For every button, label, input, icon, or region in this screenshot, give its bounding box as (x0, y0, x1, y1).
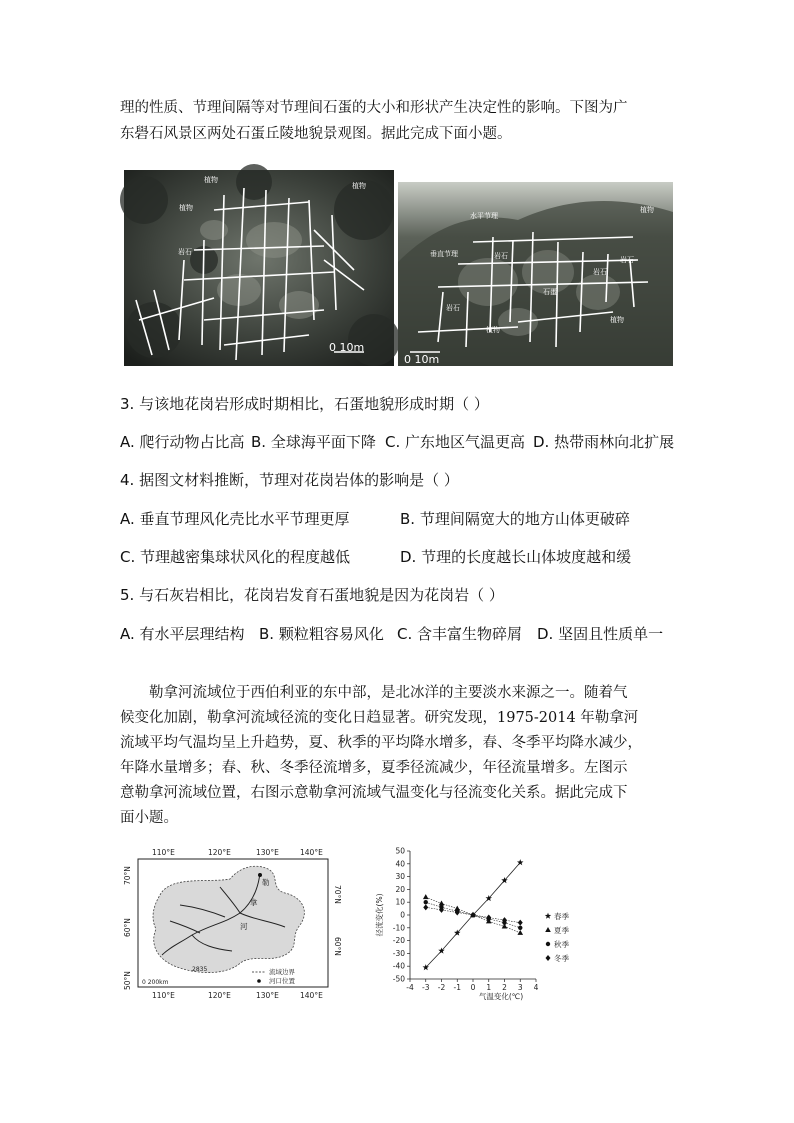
map-lon-bottom-4: 140°E (300, 991, 323, 1000)
x-tick-label: 2 (502, 983, 507, 992)
q3-option-c[interactable]: C. 广东地区气温更高 (385, 433, 526, 451)
x-tick-label: -1 (453, 983, 461, 992)
photo-left-label-3: 岩石 (178, 248, 192, 256)
series-3-point (518, 926, 522, 930)
photo-right-scale: 0 10m (404, 353, 440, 366)
map-lat-left-3: 50°N (123, 971, 132, 990)
river-mouth-dot (258, 873, 262, 877)
q3-option-b[interactable]: B. 全球海平面下降 (251, 433, 376, 451)
q4-option-a[interactable]: A. 垂直节理风化壳比水平节理更厚 (120, 510, 350, 528)
q4-option-c[interactable]: C. 节理越密集球状风化的程度越低 (120, 548, 351, 566)
map-lat-right-2: 60°N (333, 937, 342, 956)
x-tick-label: 1 (486, 983, 492, 992)
series-1-point (517, 859, 523, 865)
x-tick-label: 0 (470, 983, 476, 992)
x-tick-label: 4 (533, 983, 539, 992)
y-tick-label: -10 (392, 923, 405, 933)
passage2-line-3: 流域平均气温均呈上升趋势，夏、秋季的平均降水增多，春、冬季平均降水减少， (120, 735, 642, 751)
y-tick-label: 0 (400, 910, 405, 920)
map-elevation: 2835 (192, 966, 208, 973)
photo-left (124, 170, 394, 366)
q3-option-d[interactable]: D. 热带雨林向北扩展 (533, 433, 675, 451)
photo-right-label-4: 岩石 (494, 252, 508, 260)
x-tick-label: 3 (517, 983, 523, 992)
photo-right-label-3: 植物 (640, 206, 654, 214)
map-legend-mouth: 河口位置 (269, 977, 295, 985)
photo-right-label-6: 石蛋 (543, 288, 557, 296)
q5-option-c[interactable]: C. 含丰富生物碎屑 (397, 625, 523, 643)
q4-option-b[interactable]: B. 节理间隔宽大的地方山体更破碎 (400, 510, 630, 528)
map-lat-right-1: 70°N (333, 885, 342, 904)
map-river-char-2: 拿 (250, 898, 258, 907)
y-tick-label: 10 (395, 897, 405, 907)
map-lon-top-3: 130°E (256, 848, 279, 857)
map-river-char-1: 勒 (262, 878, 270, 887)
map-scale: 0 200km (142, 979, 169, 986)
y-tick-label: -40 (392, 961, 405, 971)
series-4-point (518, 920, 523, 926)
y-tick-label: -50 (392, 974, 405, 984)
map-lon-top-4: 140°E (300, 848, 323, 857)
photo-right-label-8: 岩石 (593, 268, 607, 276)
photo-right-label-10: 植物 (486, 326, 500, 334)
q5-option-d[interactable]: D. 坚固且性质单一 (537, 625, 664, 643)
lena-basin-map (120, 845, 342, 1005)
legend-marker-2 (545, 927, 551, 932)
passage2-line-5: 意勒拿河流域位置，右图示意勒拿河流域气温变化与径流变化关系。据此完成下 (120, 785, 628, 801)
map-lat-left-1: 70°N (123, 866, 132, 885)
y-tick-label: 30 (395, 872, 405, 882)
photo-left-label-2: 植物 (352, 182, 366, 190)
legend-marker-1 (545, 913, 551, 919)
chart-ylabel: 径流变化(%) (375, 893, 384, 937)
y-tick-label: 40 (395, 859, 405, 869)
legend-spring: 春季 (554, 912, 569, 921)
y-tick-label: 20 (395, 884, 405, 894)
photo-left-label-4: 植物 (204, 176, 218, 184)
chart-xlabel: 气温变化(℃) (478, 992, 524, 1001)
question-3-stem: 3. 与该地花岗岩形成时期相比，石蛋地貌形成时期（ ） (120, 395, 489, 413)
map-river-char-3: 河 (240, 922, 248, 931)
passage2-line-6: 面小题。 (120, 810, 178, 826)
photo-left-label-1: 植物 (179, 204, 193, 212)
map-lon-top-1: 110°E (152, 848, 175, 857)
photo-right-label-1: 水平节理 (470, 212, 498, 220)
q3-option-a[interactable]: A. 爬行动物占比高 (120, 433, 245, 451)
runoff-chart (370, 845, 580, 1010)
legend-summer: 夏季 (554, 926, 569, 935)
passage2-line-1: 勒拿河流域位于西伯利亚的东中部，是北冰洋的主要淡水来源之一。随着气 (149, 685, 628, 701)
intro-line-1: 理的性质、节理间隔等对节理间石蛋的大小和形状产生决定性的影响。下图为广 (120, 100, 628, 116)
legend-marker-3 (546, 942, 550, 946)
question-4-stem: 4. 据图文材料推断，节理对花岗岩体的影响是（ ） (120, 471, 459, 489)
series-3-point (424, 900, 428, 904)
intro-line-2: 东礐石风景区两处石蛋丘陵地貌景观图。据此完成下面小题。 (120, 126, 512, 142)
x-tick-label: -3 (422, 983, 430, 992)
passage2-line-4: 年降水量增多；春、秋、冬季径流增多，夏季径流减少，年径流量增多。左图示 (120, 760, 628, 776)
legend-marker-4 (546, 955, 551, 961)
map-lon-bottom-3: 130°E (256, 991, 279, 1000)
legend-autumn: 秋季 (554, 940, 569, 949)
x-tick-label: -2 (437, 983, 446, 992)
photo-right-label-5: 岩石 (620, 256, 634, 264)
x-tick-label: -4 (406, 983, 414, 992)
map-lon-top-2: 120°E (208, 848, 231, 857)
map-legend-boundary: 流域边界 (269, 968, 295, 976)
series-2-point (517, 930, 523, 935)
question-5-stem: 5. 与石灰岩相比，花岗岩发育石蛋地貌是因为花岗岩（ ） (120, 586, 504, 604)
map-lon-bottom-2: 120°E (208, 991, 231, 1000)
photo-right (398, 182, 673, 366)
q4-option-d[interactable]: D. 节理的长度越长山体坡度越和缓 (400, 548, 632, 566)
passage2-line-2: 候变化加剧，勒拿河流域径流的变化日趋显著。研究发现，1975-2014 年勒拿河 (120, 710, 639, 726)
legend-winter: 冬季 (554, 954, 569, 963)
y-tick-label: -20 (392, 936, 405, 946)
series-4-point (423, 904, 428, 910)
photo-right-label-7: 岩石 (446, 304, 460, 312)
series-2-point (423, 894, 429, 899)
q5-option-b[interactable]: B. 颗粒粗容易风化 (259, 625, 384, 643)
y-tick-label: 50 (395, 846, 405, 856)
map-lat-left-2: 60°N (123, 918, 132, 937)
photo-left-scale: 0 10m (329, 341, 365, 354)
y-tick-label: -30 (392, 948, 405, 958)
photo-right-label-2: 垂直节理 (430, 250, 458, 258)
photo-right-label-9: 植物 (610, 316, 624, 324)
map-lon-bottom-1: 110°E (152, 991, 175, 1000)
q5-option-a[interactable]: A. 有水平层理结构 (120, 625, 245, 643)
